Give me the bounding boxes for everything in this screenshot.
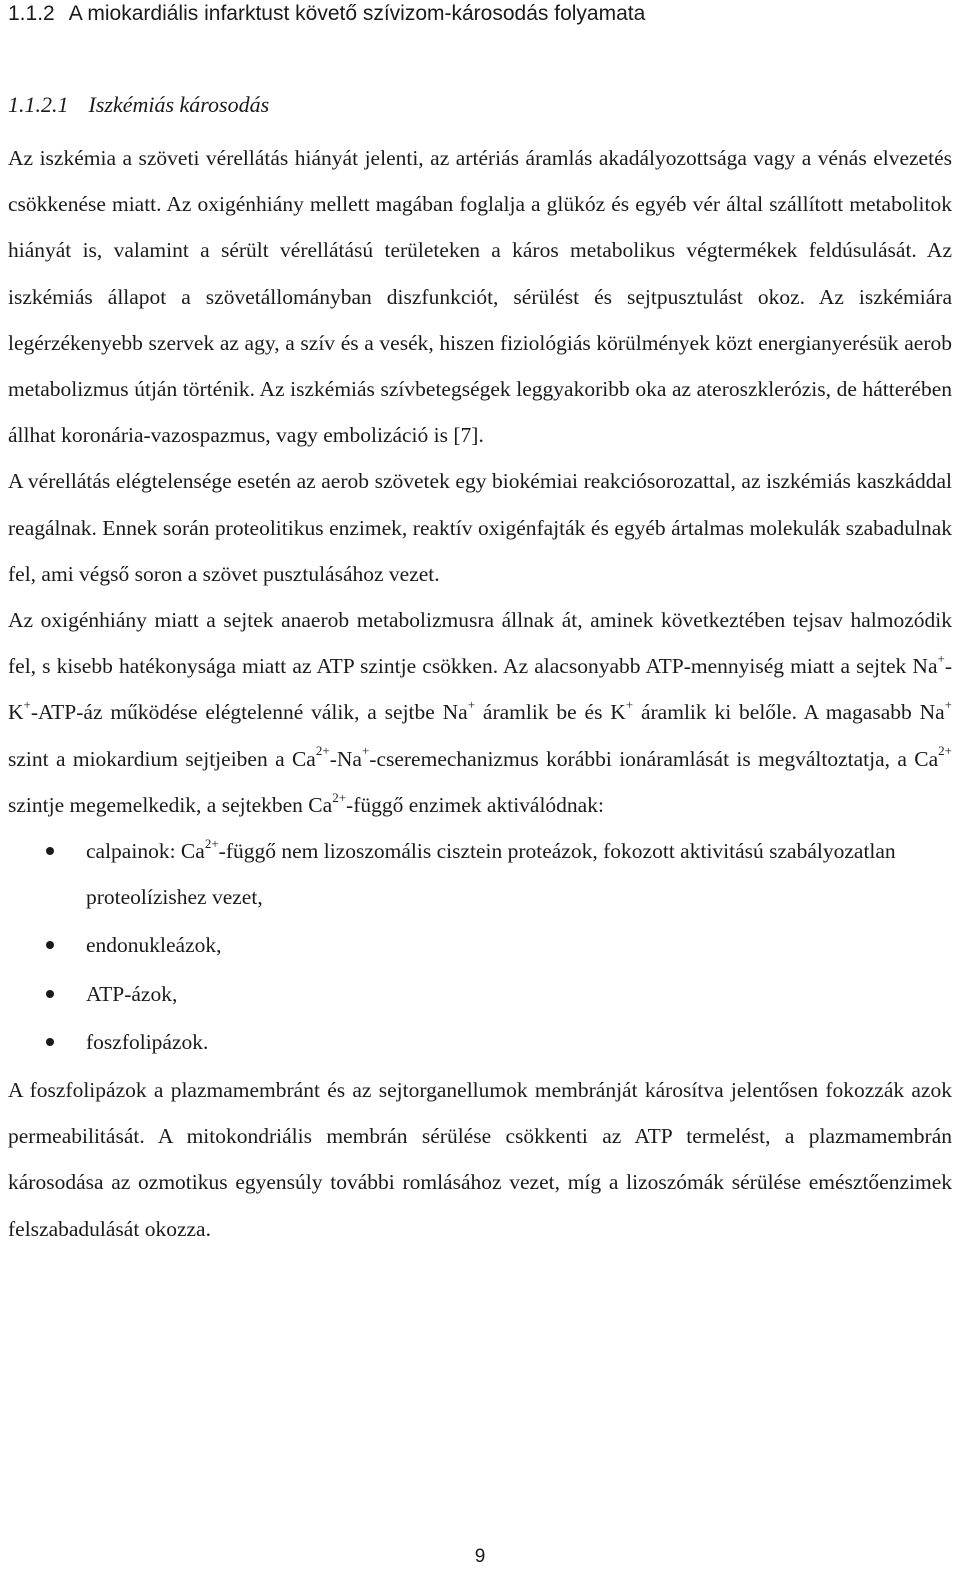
bullet-icon: [46, 990, 54, 998]
bullet-icon: [46, 847, 54, 855]
text-run: -függő nem lizoszomális cisztein proteázok, fokozott aktivitású szabályozatlan proteolízishez vezet,: [86, 839, 896, 910]
superscript: +: [467, 697, 476, 713]
text-run: -Na: [329, 746, 362, 771]
text-run: áramlik be és K: [475, 700, 626, 725]
paragraph-phospholipases: A foszfolipázok a plazmamembránt és az sejtorganellumok membránját károsítva jelentősen fokozzák azok permeabilitását. A mitokondriális membrán sérülése csökkenti az ATP termelést, a plazmamembrán károsodása az ozmotikus egyensúly további romlásához vezet, míg a lizoszómák sérülése emésztőenzimek felszabadulását okozza.: [8, 1078, 952, 1241]
text-run: foszfolipázok.: [86, 1029, 209, 1054]
text-run: -K: [8, 654, 952, 725]
body-text: [8, 135, 952, 1252]
bullet-icon: [46, 941, 54, 949]
text-run: calpainok: Ca: [86, 839, 205, 864]
section-heading: [8, 2, 645, 26]
list-item: [8, 1019, 952, 1065]
subsection-title: Iszkémiás károsodás: [88, 92, 270, 117]
bullet-icon: [46, 1038, 54, 1046]
section-title: A miokardiális infarktust követő szívizom-károsodás folyamata: [68, 2, 646, 25]
paragraph-anaerob-metabolism: [8, 597, 952, 828]
text-run: endonukleázok,: [86, 933, 222, 958]
enzyme-list: [8, 828, 952, 1065]
text-run: áramlik ki belőle. A magasabb Na: [633, 700, 945, 725]
text-run: ATP-ázok,: [86, 981, 178, 1006]
superscript: +: [937, 651, 945, 667]
section-number: 1.1.2: [8, 2, 55, 25]
text-run: -cseremechanizmus korábbi ionáramlását is megváltoztatja, a Ca: [369, 746, 939, 771]
superscript: +: [625, 697, 634, 713]
list-item: [8, 922, 952, 968]
subsection-heading: [8, 92, 269, 118]
subsection-number: 1.1.2.1: [8, 92, 69, 117]
paragraph-ischemic-cascade: A vérellátás elégtelensége esetén az aerob szövetek egy biokémiai reakciósorozattal, az iszkémiás kaszkáddal reagálnak. Ennek során proteolitikus enzimek, reaktív oxigénfajták és egyéb ártalmas molekulák szabadulnak fel, ami végső soron a szövet pusztulásához vezet.: [8, 469, 952, 586]
text-run: Az oxigénhiány miatt a sejtek anaerob metabolizmusra állnak át, aminek következtében tejsav halmozódik fel, s kisebb hatékonysága miatt az ATP szintje csökken. Az alacsonyabb ATP-mennyiség miatt a sejtek Na: [8, 608, 952, 679]
superscript: +: [944, 697, 952, 713]
superscript: 2+: [315, 743, 330, 759]
text-run: szintje megemelkedik, a sejtekben Ca: [8, 792, 333, 817]
list-item: [8, 828, 952, 920]
text-run: szint a miokardium sejtjeiben a Ca: [8, 746, 316, 771]
superscript: 2+: [938, 743, 953, 759]
superscript: 2+: [204, 835, 219, 851]
paragraph-ischemia-definition: Az iszkémia a szöveti vérellátás hiányát jelenti, az artériás áramlás akadályozottsága vagy a vénás elvezetés csökkenése miatt. Az oxigénhiány mellett magában foglalja a glükóz és egyéb vér által szállított metabolitok hiányát is, valamint a sérült vérellátású területeken a káros metabolikus végtermékek feldúsulását. Az iszkémiás állapot a szövetállományban diszfunkciót, sérülést és sejtpusztulást okoz. Az iszkémiára legérzékenyebb szervek az agy, a szív és a vesék, hiszen fiziológiás körülmények közt energianyerésük aerob metabolizmus útján történik. Az iszkémiás szívbetegségek leggyakoribb oka az ateroszklerózis, de hátterében állhat koronária-vazospazmus, vagy embolizáció is [7].: [8, 146, 952, 448]
superscript: 2+: [332, 789, 347, 805]
superscript: +: [361, 743, 370, 759]
superscript: +: [23, 697, 31, 713]
text-run: -függő enzimek aktiválódnak:: [346, 792, 604, 817]
text-run: -ATP-áz működése elégtelenné válik, a sejtbe Na: [30, 700, 468, 725]
list-item: [8, 971, 952, 1017]
page-number: 9: [474, 1546, 486, 1567]
